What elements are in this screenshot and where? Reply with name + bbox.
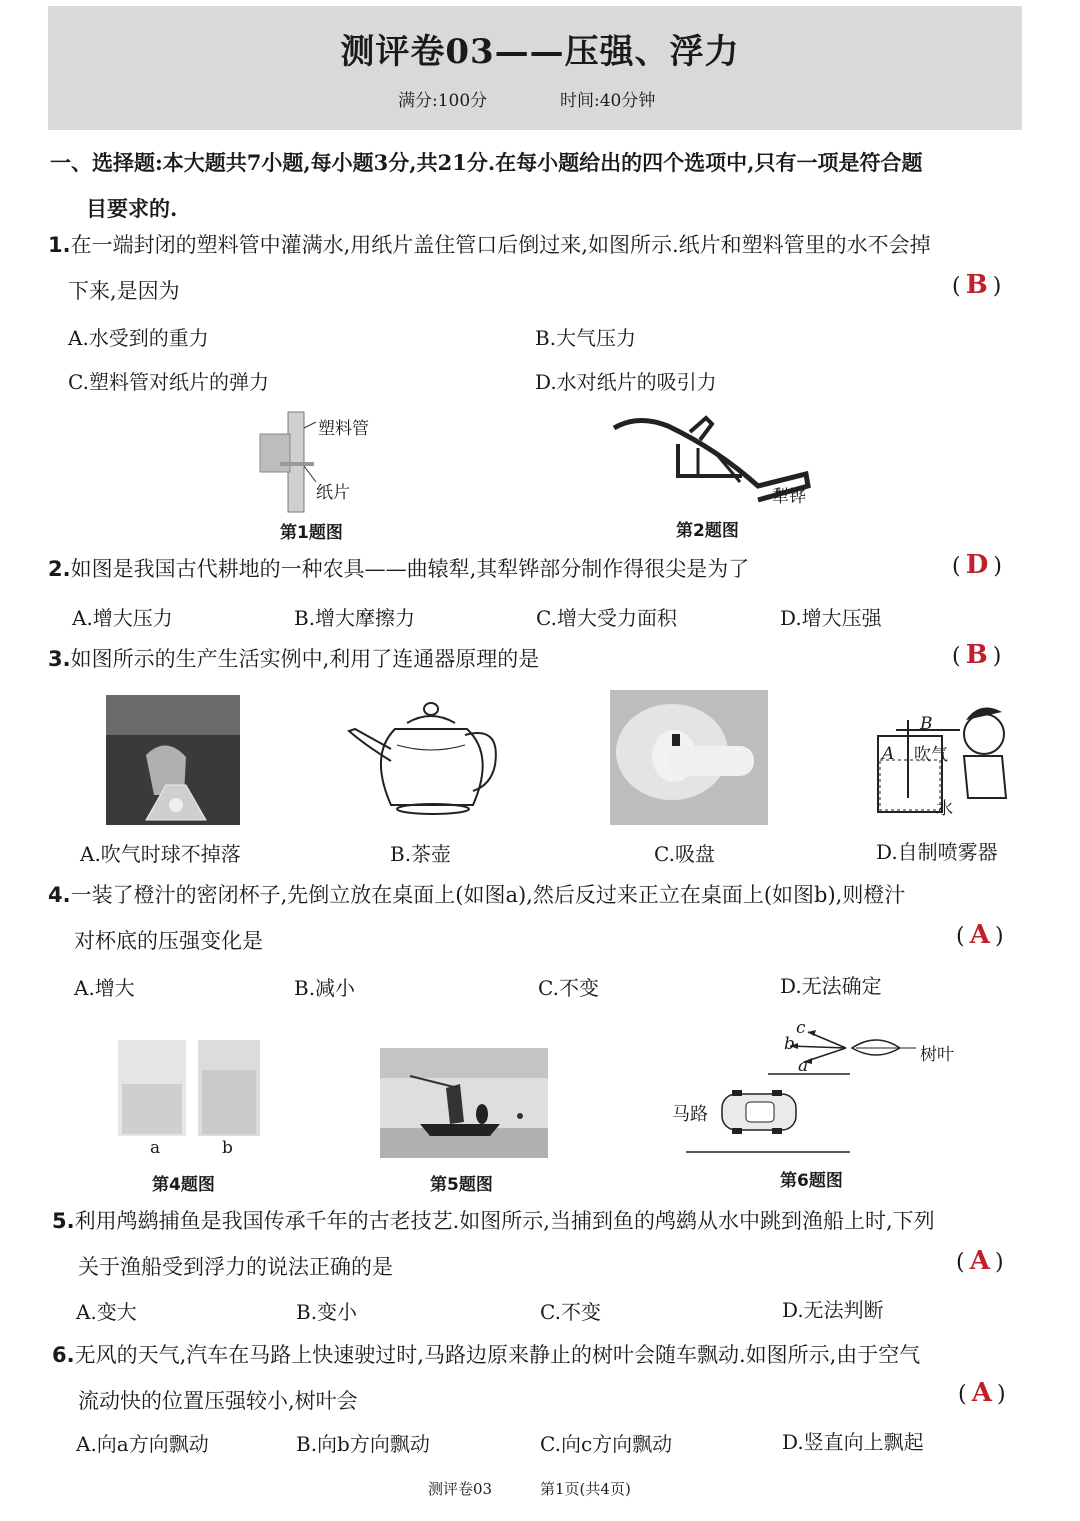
footer-page: 第1页(共4页) [540,1480,631,1498]
question-number: 3. [48,647,71,671]
option-a: A.变大 [76,1300,137,1324]
option-d: D.水对纸片的吸引力 [535,370,717,394]
question-text-line1: 一装了橙汁的密闭杯子,先倒立放在桌面上(如图a),然后反过来正立在桌面上(如图b),则橙汁 [70,883,906,907]
question-3 [48,636,948,682]
option-b: B.大气压力 [535,326,637,350]
option-b: B.茶壶 [390,842,452,866]
option-a: A.增大 [74,976,135,1000]
option-a: A.水受到的重力 [68,326,209,350]
answer: A [969,920,990,950]
option-b: B.减小 [294,976,356,1000]
question-text-line2: 对杯底的压强变化是 [74,929,263,953]
figure-4-label-a: a [150,1138,161,1158]
answer-bracket-5: ( A ) [956,1246,1004,1276]
answer-bracket-1: ( B ) [952,270,1002,300]
question-text-line1: 在一端封闭的塑料管中灌满水,用纸片盖住管口后倒过来,如图所示.纸片和塑料管里的水不会掉 [70,233,931,257]
figure-6-label-road: 马路 [672,1104,708,1125]
footer-name: 测评卷03 [428,1480,493,1498]
question-number: 2. [48,557,71,581]
figure-1-label-tube: 塑料管 [318,419,369,439]
figure-3b-teapot [345,695,505,825]
figure-6-road-diagram [686,1018,976,1158]
option-c: C.不变 [538,976,599,1000]
question-5 [52,1198,1042,1290]
question-6 [52,1332,1042,1424]
option-a: A.吹气时球不掉落 [80,842,241,866]
question-4 [48,872,1038,964]
answer: B [965,270,988,300]
option-a: A.向a方向飘动 [76,1432,209,1456]
question-number: 1. [48,233,71,257]
answer-bracket-4: ( A ) [956,920,1004,950]
option-d: D.竖直向上飘起 [782,1430,924,1454]
option-a: A.增大压力 [72,606,173,630]
figure-4-label-b: b [222,1138,233,1158]
question-1 [48,222,1038,314]
time-limit: 时间:40分钟 [560,91,656,111]
question-text-line2: 关于渔船受到浮力的说法正确的是 [78,1255,393,1279]
question-text-line1: 无风的天气,汽车在马路上快速驶过时,马路边原来静止的树叶会随车飘动.如图所示,由于空气 [74,1343,921,1367]
figure-3c-suction-cup [610,690,768,825]
option-b: B.向b方向飘动 [296,1432,430,1456]
figure-3a-photo [106,695,240,825]
option-c: C.塑料管对纸片的弹力 [68,370,269,394]
figure-6-label-a: a [798,1056,809,1076]
full-score: 满分:100分 [398,91,488,111]
question-text-line2: 下来,是因为 [68,279,180,303]
option-d: D.自制喷雾器 [876,840,998,864]
page-title: 测评卷03——压强、浮力 [340,32,740,72]
figure-5-fisherman-photo [380,1048,548,1158]
question-text: 如图是我国古代耕地的一种农具——曲辕犁,其犁铧部分制作得很尖是为了 [70,557,750,581]
answer-bracket-3: ( B ) [952,640,1002,670]
figure-2-caption: 第2题图 [676,521,739,541]
option-c: C.不变 [540,1300,601,1324]
option-c: C.吸盘 [654,842,715,866]
figure-1-label-paper: 纸片 [316,483,350,503]
question-text-line1: 利用鸬鹚捕鱼是我国传承千年的古老技艺.如图所示,当捕到鱼的鸬鹚从水中跳到渔船上时,下列 [74,1209,935,1233]
answer: B [965,640,988,670]
figure-6-label-c: c [796,1018,806,1038]
figure-3d-label-blow: 吹气 [914,745,948,765]
answer: A [969,1246,990,1276]
option-d: D.无法判断 [782,1298,884,1322]
figure-6-label-leaf: 树叶 [920,1045,954,1065]
figure-6-label-b: b [784,1034,795,1054]
question-number: 6. [52,1343,75,1367]
section-heading-line2: 目要求的. [86,196,178,221]
option-d: D.无法确定 [780,974,882,998]
section-heading-line1: 一、选择题:本大题共7小题,每小题3分,共21分.在每小题给出的四个选项中,只有一项是符合题 [50,150,923,175]
figure-3d-label-a: A [882,744,895,764]
question-number: 5. [52,1209,75,1233]
option-c: C.增大受力面积 [536,606,677,630]
figure-3d-label-water: 水 [936,799,953,819]
answer: A [971,1378,992,1408]
option-b: B.变小 [296,1300,358,1324]
figure-1-caption: 第1题图 [280,523,343,543]
figure-4-caption: 第4题图 [152,1175,215,1195]
figure-4-cups [118,1040,260,1136]
answer-bracket-2: ( D ) [952,550,1002,580]
figure-5-caption: 第5题图 [430,1175,493,1195]
question-text: 如图所示的生产生活实例中,利用了连通器原理的是 [70,647,540,671]
answer: D [965,550,989,580]
question-2 [48,546,948,592]
option-c: C.向c方向飘动 [540,1432,673,1456]
option-b: B.增大摩擦力 [294,606,416,630]
section-heading [50,140,1030,232]
question-text-line2: 流动快的位置压强较小,树叶会 [78,1389,358,1413]
option-d: D.增大压强 [780,606,882,630]
question-number: 4. [48,883,71,907]
figure-2-label: 犁铧 [772,487,806,507]
figure-3d-label-b: B [920,714,933,734]
figure-6-caption: 第6题图 [780,1171,843,1191]
answer-bracket-6: ( A ) [958,1378,1006,1408]
